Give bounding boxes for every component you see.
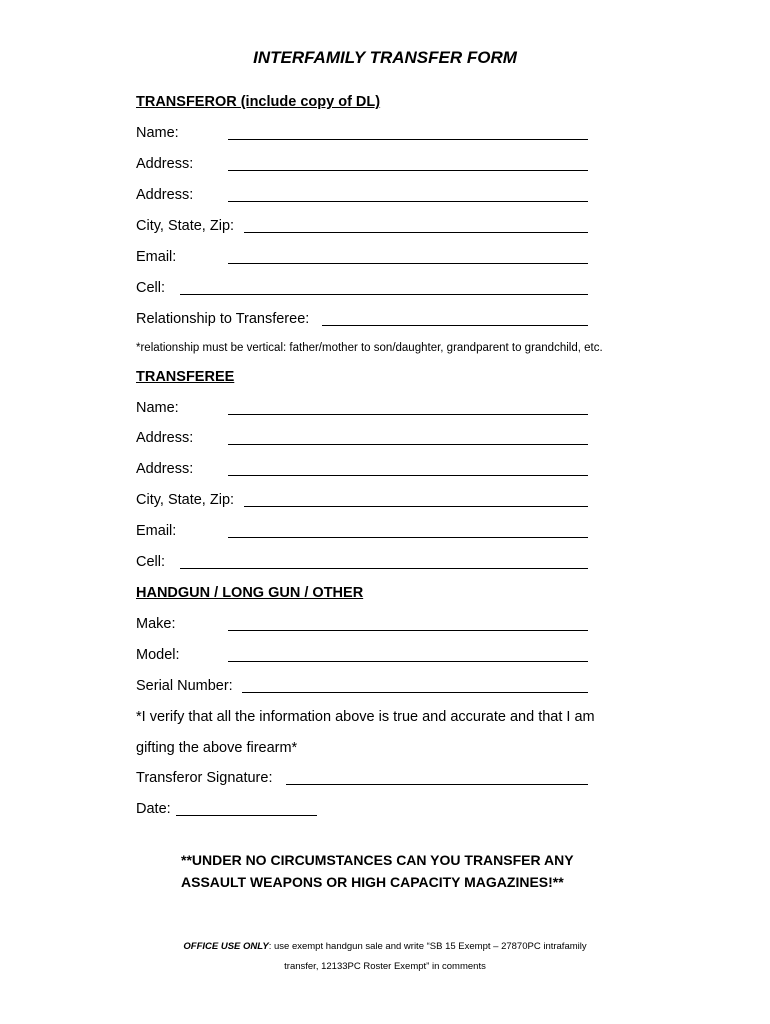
serial-number-field[interactable] — [242, 692, 588, 693]
make-field[interactable] — [228, 630, 588, 631]
transferee-name-label: Name: — [136, 400, 179, 416]
office-use-label: OFFICE USE ONLY — [183, 941, 269, 952]
transferee-city-field[interactable] — [244, 506, 588, 507]
warning-line1: **UNDER NO CIRCUMSTANCES CAN YOU TRANSFER ANY — [181, 852, 574, 868]
transferor-cell-field[interactable] — [180, 294, 588, 295]
transferor-relationship-label: Relationship to Transferee: — [136, 311, 310, 327]
make-label: Make: — [136, 616, 176, 632]
transferor-name-label: Name: — [136, 125, 179, 141]
transferor-address1-label: Address: — [136, 156, 194, 172]
form-title: INTERFAMILY TRANSFER FORM — [253, 48, 517, 67]
transferor-address2-field[interactable] — [228, 201, 588, 202]
transferee-city-label: City, State, Zip: — [136, 492, 235, 508]
transferor-address2-label: Address: — [136, 187, 194, 203]
transferor-cell-label: Cell: — [136, 280, 166, 296]
office-use-line1 — [0, 941, 770, 952]
signature-field[interactable] — [286, 784, 588, 785]
transferor-address1-field[interactable] — [228, 170, 588, 171]
transferee-address1-field[interactable] — [228, 444, 588, 445]
transferee-email-label: Email: — [136, 523, 177, 539]
firearm-heading: HANDGUN / LONG GUN / OTHER — [136, 585, 364, 601]
verify-statement-line1: *I verify that all the information above is true and accurate and that I am — [136, 709, 595, 725]
transferor-heading: TRANSFEROR (include copy of DL) — [136, 94, 381, 110]
transferor-city-label: City, State, Zip: — [136, 218, 235, 234]
transferor-email-label: Email: — [136, 249, 177, 265]
transferor-name-field[interactable] — [228, 139, 588, 140]
transferee-address2-field[interactable] — [228, 475, 588, 476]
transferee-address2-label: Address: — [136, 461, 194, 477]
transferor-email-field[interactable] — [228, 263, 588, 264]
warning-line2: ASSAULT WEAPONS OR HIGH CAPACITY MAGAZINES!** — [181, 874, 564, 890]
transferee-email-field[interactable] — [228, 537, 588, 538]
transferee-address1-label: Address: — [136, 430, 194, 446]
transferor-city-field[interactable] — [244, 232, 588, 233]
transferee-cell-field[interactable] — [180, 568, 588, 569]
serial-number-label: Serial Number: — [136, 678, 233, 694]
transferee-name-field[interactable] — [228, 414, 588, 415]
office-use-line2: transfer, 12133PC Roster Exempt” in comments — [284, 961, 486, 972]
date-label: Date: — [136, 801, 171, 817]
signature-label: Transferor Signature: — [136, 770, 273, 786]
date-field[interactable] — [176, 815, 317, 816]
transferor-relationship-field[interactable] — [322, 325, 588, 326]
relationship-note: *relationship must be vertical: father/mother to son/daughter, grandparent to grandchild, etc. — [136, 342, 603, 354]
warning-notice — [181, 849, 574, 893]
office-use-text1: : use exempt handgun sale and write “SB 15 Exempt – 27870PC intrafamily — [268, 941, 587, 952]
transferee-cell-label: Cell: — [136, 554, 166, 570]
transferee-heading: TRANSFEREE — [136, 369, 235, 385]
model-field[interactable] — [228, 661, 588, 662]
model-label: Model: — [136, 647, 180, 663]
verify-statement-line2: gifting the above firearm* — [136, 740, 298, 756]
